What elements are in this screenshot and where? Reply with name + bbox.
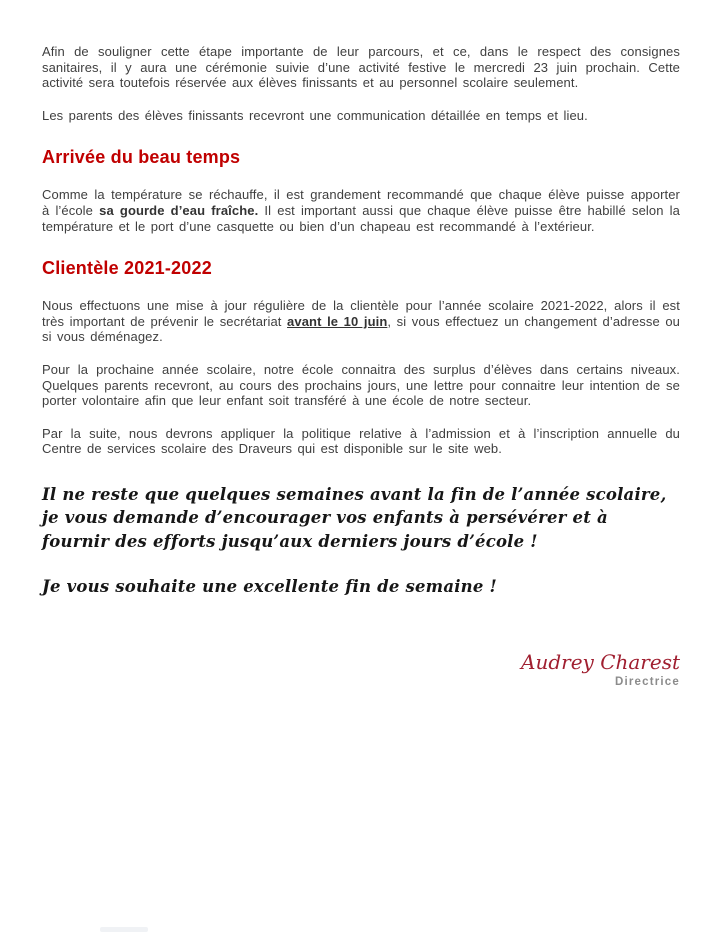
heading-clientele-2021-2022: Clientèle 2021-2022 xyxy=(42,258,212,279)
closing-line-perseverance: Il ne reste que quelques semaines avant la fin de l’année scolaire, je vous demande d’encourager vos enfants à persévérer et à fournir des efforts jusqu’aux derniers jours d’école ! xyxy=(42,484,667,551)
paragraph-surplus-eleves: Pour la prochaine année scolaire, notre école connaitra des surplus d’élèves dans certains niveaux. Quelques parents recevront, au cours des prochains jours, une lettre pour connaitre leur intention de se porter volontaire afin que leur enfant soit transféré à une école de notre secteur. xyxy=(42,361,680,409)
heading-arrivee-du-beau-temps: Arrivée du beau temps xyxy=(42,147,241,168)
text-segment: Il est important aussi que chaque élève puisse être habillé selon la température et le port d’une casquette ou bien d’un chapeau est recommandé à l’extérieur. xyxy=(42,202,680,234)
signature-name: Audrey Charest xyxy=(521,649,680,674)
closing-message xyxy=(42,483,680,599)
text-segment: , si vous effectuez un changement d’adresse ou si vous déménagez. xyxy=(42,313,681,345)
paragraph-water-bottle xyxy=(42,187,680,234)
text-segment-bold: sa gourde d’eau fraîche. xyxy=(99,202,259,218)
signature-title: Directrice xyxy=(614,675,680,688)
paragraph-politique-admission: Par la suite, nous devrons appliquer la politique relative à l’admission et à l’inscription annuelle du Centre de services scolaire des Draveurs qui est disponible sur le site web. xyxy=(42,425,680,457)
text-segment: Nous effectuons une mise à jour régulière de la clientèle pour l’année scolaire 2021-2022, alors il est très important de prévenir le secrétariat xyxy=(42,298,680,329)
paragraph-parents-communication: Les parents des élèves finissants recevront une communication détaillée en temps et lieu. xyxy=(42,107,588,123)
closing-line-fin-de-semaine: Je vous souhaite une excellente fin de semaine ! xyxy=(42,577,497,597)
text-segment: Comme la température se réchauffe, il est grandement recommandé que chaque élève puisse apporter à l’école xyxy=(42,187,680,218)
signature-block xyxy=(42,651,680,688)
text-segment-bold-underline: avant le 10 juin xyxy=(287,313,388,329)
footer-artifact xyxy=(100,927,148,932)
paragraph-ceremony: Afin de souligner cette étape importante de leur parcours, et ce, dans le respect des consignes sanitaires, il y aura une cérémonie suivie d’une activité festive le mercredi 23 juin prochain. Cette activité sera toutefois réservée aux élèves finissants et au personnel scolaire seulement. xyxy=(42,44,680,91)
paragraph-mise-a-jour xyxy=(42,298,680,345)
